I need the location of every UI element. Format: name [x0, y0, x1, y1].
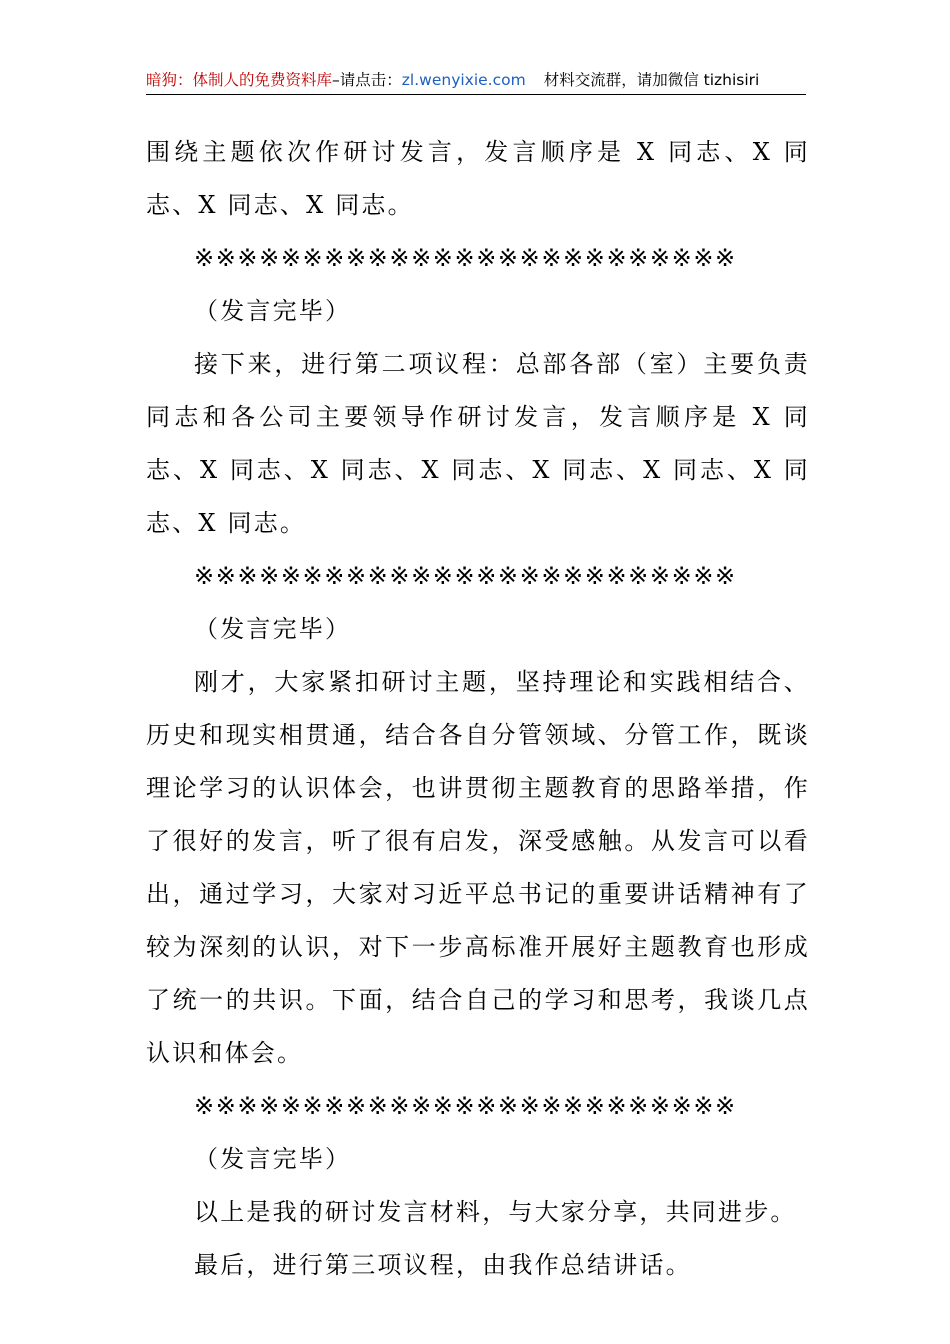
- header-link[interactable]: zl.wenyixie.com: [401, 71, 526, 89]
- page-header: [146, 66, 806, 94]
- document-body: [146, 126, 810, 1292]
- speech-end-note: （发言完毕）: [194, 1145, 352, 1173]
- paragraph-agenda-three: 最后，进行第三项议程，由我作总结讲话。: [194, 1251, 692, 1279]
- paragraph-continued: 围绕主题依次作研讨发言，发言顺序是 X 同志、X 同志、X 同志、X 同志。: [146, 138, 810, 219]
- header-group-note: 材料交流群，请加微信 tizhisiri: [543, 71, 760, 89]
- header-prompt: –请点击：: [332, 71, 402, 89]
- omission-marks: ※※※※※※※※※※※※※※※※※※※※※※※※※: [194, 562, 737, 590]
- speech-end-note: （发言完毕）: [194, 297, 352, 325]
- paragraph-agenda-two: 接下来，进行第二项议程：总部各部（室）主要负责同志和各公司主要领导作研讨发言，发言顺序是 X 同志、X 同志、X 同志、X 同志、X 同志、X 同志、X 同志、X 同志。: [146, 350, 810, 537]
- omission-marks: ※※※※※※※※※※※※※※※※※※※※※※※※※: [194, 244, 737, 272]
- paragraph-closing: 以上是我的研讨发言材料，与大家分享，共同进步。: [194, 1198, 797, 1226]
- speech-end-note: （发言完毕）: [194, 615, 352, 643]
- header-brand: 暗狗：体制人的免费资料库: [146, 71, 333, 89]
- omission-marks: ※※※※※※※※※※※※※※※※※※※※※※※※※: [194, 1092, 737, 1120]
- paragraph-summary: 刚才，大家紧扣研讨主题，坚持理论和实践相结合、历史和现实相贯通，结合各自分管领域、分管工作，既谈理论学习的认识体会，也讲贯彻主题教育的思路举措，作了很好的发言，听了很有启发，深受感触。从发言可以看出，通过学习，大家对习近平总书记的重要讲话精神有了较为深刻的认识，对下一步高标准开展好主题教育也形成了统一的共识。下面，结合自己的学习和思考，我谈几点认识和体会。: [146, 668, 810, 1067]
- header-divider: [146, 94, 806, 95]
